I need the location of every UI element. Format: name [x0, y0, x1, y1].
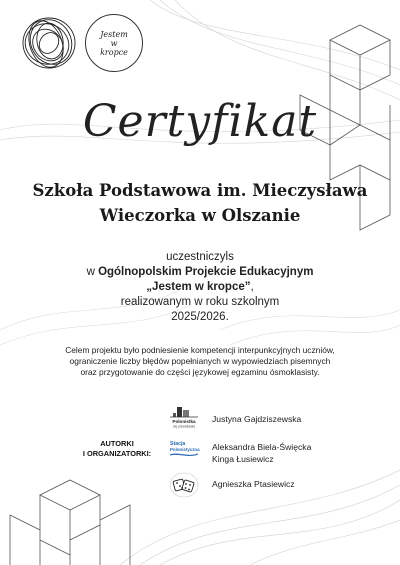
svg-text:Polonistka: Polonistka [172, 419, 196, 424]
svg-text:się przedstawia: się przedstawia [173, 424, 195, 429]
goal-line: oraz przygotowanie do części językowej egzaminu ósmoklasisty. [80, 367, 320, 377]
participation-line: realizowanym w roku szkolnym [120, 296, 280, 308]
stacja-polonistyczna-logo [168, 436, 200, 462]
author-name: Agnieszka Ptasiewicz [212, 479, 295, 489]
logo-text-line: Jestem [100, 29, 128, 39]
goal-line: Celem projektu było podniesienie kompetencji interpunkcyjnych uczniów, [65, 345, 335, 355]
authors-label: AUTORKI I ORGANIZATORKI: [82, 439, 152, 458]
participation-text [20, 250, 380, 325]
project-goal [28, 345, 372, 378]
goal-line: ograniczenie liczby błędów popełnianych w wypowiedziach pisemnych [69, 356, 331, 366]
project-name: „Jestem w kropce” [146, 281, 251, 293]
scribble-logo [20, 14, 78, 72]
certificate-title: Certyfikat [82, 96, 318, 147]
school-name-line: Wieczorka w Olszanie [99, 206, 301, 225]
participation-line: w Ogólnopolskim Projekcie Edukacyjnym [86, 266, 314, 278]
logo-text-line: w [110, 38, 118, 48]
jestem-w-kropce-logo [85, 14, 143, 72]
author-name: Kinga Łusiewicz [212, 454, 274, 464]
cube-lines-bottom-left [10, 480, 130, 565]
svg-text:Stacja: Stacja [170, 441, 186, 447]
author-name: Justyna Gajdziszewska [212, 414, 302, 424]
polonistka-logo [168, 404, 200, 430]
school-year: 2025/2026. [171, 311, 229, 323]
dice-logo [168, 472, 200, 498]
svg-text:Polonistyczna: Polonistyczna [170, 447, 200, 452]
school-name-line: Szkoła Podstawowa im. Mieczysława [32, 181, 368, 200]
author-name: Aleksandra Biela-Święcka [212, 442, 312, 452]
participation-line: „Jestem w kropce”, [146, 281, 254, 293]
school-name [20, 178, 380, 228]
logo-text-line: kropce [100, 47, 128, 57]
participation-line: uczestniczyls [166, 251, 234, 263]
project-category: Ogólnopolskim Projekcie Edukacyjnym [98, 266, 314, 278]
